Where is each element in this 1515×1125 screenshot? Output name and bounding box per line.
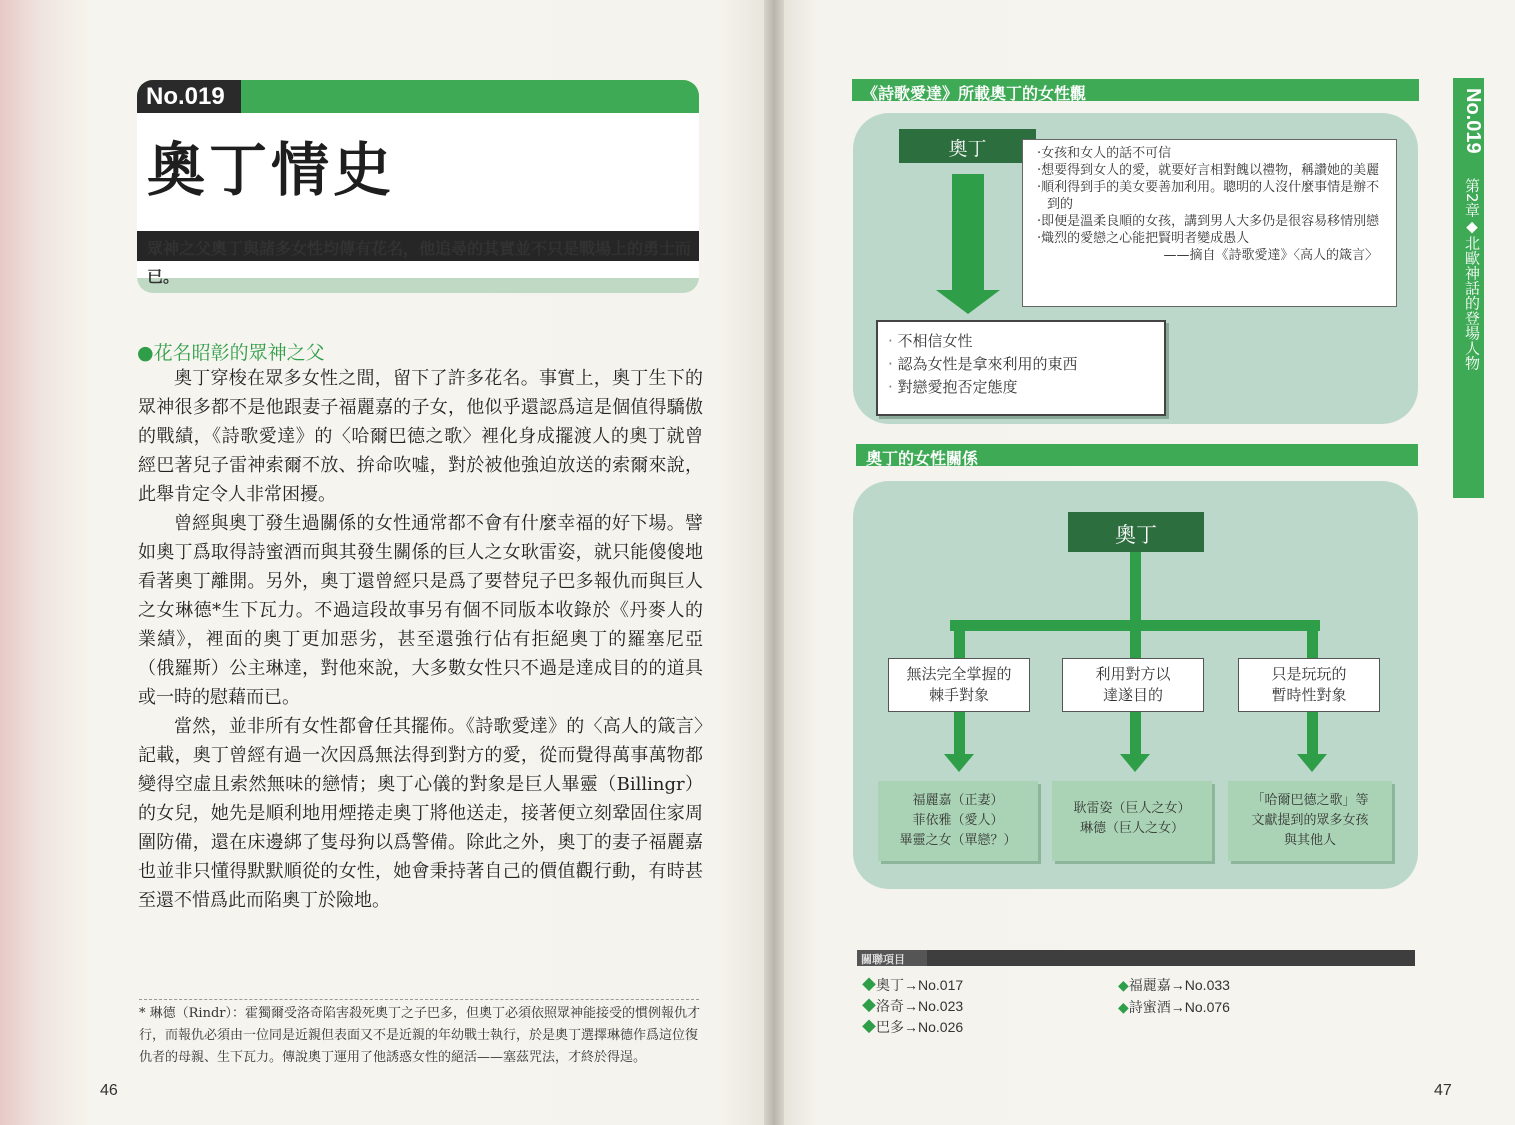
tree-connector xyxy=(1130,628,1141,658)
woman-entry: 文獻提到的眾多女孩 xyxy=(1251,813,1369,828)
body-text xyxy=(138,364,703,915)
related-ref: →No.076 xyxy=(1170,999,1230,1015)
quote-item: ·順利得到手的美女要善加利用。聰明的人沒什麼事情是辦不到的 xyxy=(1037,180,1380,212)
category-line: 達遂目的 xyxy=(1102,686,1163,704)
arrow-head-icon xyxy=(1120,754,1150,772)
quote-item: ·熾烈的愛戀之心能把賢明者變成愚人 xyxy=(1037,231,1250,246)
page-title: 奧丁情史 xyxy=(147,136,396,204)
related-items-bar xyxy=(857,950,1415,966)
woman-entry: 與其他人 xyxy=(1283,833,1336,848)
related-ref: →No.023 xyxy=(904,998,964,1014)
woman-entry: 畢靈之女（單戀？） xyxy=(899,833,1017,848)
side-entry-number: No.019 xyxy=(1462,88,1484,154)
section-title: 《詩歌愛達》所載奧丁的女性觀 xyxy=(862,84,1087,103)
page-number-right: 47 xyxy=(1434,1082,1452,1099)
arrow-down-icon xyxy=(954,712,965,756)
related-item[interactable] xyxy=(1118,975,1230,997)
related-name: 詩蜜酒 xyxy=(1128,1000,1171,1016)
quote-box xyxy=(1022,139,1397,307)
conclusion-item: · 對戀愛抱否定態度 xyxy=(888,376,1154,399)
related-name: 巴多 xyxy=(876,1019,904,1035)
related-item[interactable] xyxy=(862,1017,963,1038)
arrow-down-icon xyxy=(952,174,984,292)
women-group xyxy=(878,781,1038,861)
paragraph: 奧丁穿梭在眾多女性之間，留下了許多花名。事實上，奧丁生下的眾神很多都不是他跟妻子福麗嘉的子女，他似乎還認爲這是個值得驕傲的戰績，《詩歌愛達》的〈哈爾巴德之歌〉裡化身成擺渡人的奧丁就曾經巴著兒子雷神索爾不放、拚命吹噓，對於被他強迫放送的索爾來說，此舉肯定令人非常困擾。 xyxy=(138,368,703,505)
diamond-icon: ◆ xyxy=(862,1019,876,1035)
related-name: 奧丁 xyxy=(876,977,904,993)
related-items-label: 關聯項目 xyxy=(857,950,927,966)
tree-connector xyxy=(1307,628,1318,658)
section-bar-relationships xyxy=(856,444,1418,466)
woman-entry: 琳德（巨人之女） xyxy=(1079,821,1184,836)
category-node xyxy=(1062,658,1204,712)
related-item[interactable] xyxy=(1118,997,1230,1019)
entry-header xyxy=(137,80,699,293)
category-line: 暫時性對象 xyxy=(1271,686,1347,704)
diamond-icon: ◆ xyxy=(862,977,876,993)
women-group xyxy=(1228,781,1392,861)
related-item[interactable] xyxy=(862,996,963,1017)
tree-connector xyxy=(954,628,965,658)
entry-number: No.019 xyxy=(137,80,241,113)
odin-node: 奧丁 xyxy=(899,129,1036,163)
related-list-right xyxy=(1118,975,1230,1019)
side-chapter-label: 第2章◆北歐神話的登場人物 xyxy=(1463,178,1481,371)
related-ref: →No.033 xyxy=(1170,977,1230,993)
woman-entry: 耿雷姿（巨人之女） xyxy=(1073,801,1191,816)
category-line: 只是玩玩的 xyxy=(1271,665,1347,683)
arrow-head-icon xyxy=(944,754,974,772)
tree-root-node: 奧丁 xyxy=(1068,512,1204,552)
category-line: 利用對方以 xyxy=(1095,665,1171,683)
quote-source: ——摘自《詩歌愛達》〈高人的箴言〉 xyxy=(1163,248,1378,263)
woman-entry: 福麗嘉（正妻） xyxy=(912,793,1004,808)
footnote-divider xyxy=(139,999,699,1000)
category-node xyxy=(888,658,1030,712)
category-line: 無法完全掌握的 xyxy=(906,665,1012,683)
conclusion-item: · 認為女性是拿來利用的東西 xyxy=(888,353,1154,376)
arrow-head-icon xyxy=(1297,754,1327,772)
paragraph: 曾經與奧丁發生過關係的女性通常都不會有什麼幸福的好下場。譬如奧丁爲取得詩蜜酒而與其發生關係的巨人之女耿雷姿，就只能傻傻地看著奧丁離開。另外，奧丁還曾經只是爲了要替兒子巴多報仇而與巨人之女琳德*生下瓦力。不過這段故事另有個不同版本收錄於《丹麥人的業績》，裡面的奧丁更加惡劣，甚至還強行佔有拒絕奧丁的羅塞尼亞（俄羅斯）公主琳達，對他來說，大多數女性只不過是達成目的的道具或一時的慰藉而已。 xyxy=(138,513,703,708)
diamond-icon: ◆ xyxy=(1118,999,1129,1015)
arrow-head-icon xyxy=(936,290,1000,314)
arrow-down-icon xyxy=(1130,712,1141,756)
quote-item: ·女孩和女人的話不可信 xyxy=(1037,146,1172,161)
category-line: 棘手對象 xyxy=(928,686,989,704)
book-spine xyxy=(764,0,784,1125)
woman-entry: 菲依雅（愛人） xyxy=(912,813,1004,828)
related-item[interactable] xyxy=(862,975,963,996)
related-name: 洛奇 xyxy=(876,998,904,1014)
section-heading: ●花名昭彰的眾神之父 xyxy=(137,342,325,364)
section-title: 奧丁的女性關係 xyxy=(866,449,979,468)
related-list-left xyxy=(862,975,963,1038)
women-group xyxy=(1052,781,1212,861)
section-bar-view-of-women xyxy=(852,79,1419,101)
diamond-icon: ◆ xyxy=(1118,977,1129,993)
quote-item: ·想要得到女人的愛，就要好言相對餽以禮物，稱讚她的美麗 xyxy=(1037,163,1380,178)
arrow-down-icon xyxy=(1307,712,1318,756)
diamond-icon: ◆ xyxy=(862,998,876,1014)
conclusion-item: · 不相信女性 xyxy=(888,330,1154,353)
quote-item: ·即便是溫柔良順的女孩，講到男人大多仍是很容易移情別戀 xyxy=(1037,214,1380,229)
page-number-left: 46 xyxy=(100,1082,118,1099)
conclusion-box xyxy=(876,320,1166,416)
woman-entry: 「哈爾巴德之歌」等 xyxy=(1251,793,1369,808)
category-node xyxy=(1238,658,1380,712)
footnote: * 琳德（Rindr）：霍獨爾受洛奇陷害殺死奧丁之子巴多，但奧丁必須依照眾神能接受的慣例報仇才行，而報仇必須由一位同是近親但表面又不是近親的年幼戰士執行，於是奧丁選擇琳德作爲這位復仇者的母親、生下瓦力。傳說奧丁運用了他誘惑女性的絕活——塞茲咒法，才終於得逞。 xyxy=(139,1006,700,1065)
summary-text: 眾神之父奧丁與諸多女性均傳有花名，他追尋的其實並不只是戰場上的勇士而已。 xyxy=(147,239,692,286)
tree-connector xyxy=(1130,552,1141,626)
paragraph: 當然，並非所有女性都會任其擺佈。《詩歌愛達》的〈高人的箴言〉記載，奧丁曾經有過一次因爲無法得到對方的愛，從而覺得萬事萬物都變得空虛且索然無味的戀情；奧丁心儀的對象是巨人畢靈（Billingr）的女兒，她先是順利地用煙捲走奧丁將他送走，接著便立刻鞏固住家周圍防備，還在床邊綁了隻母狗以爲警備。除此之外，奧丁的妻子福麗嘉也並非只懂得默默順從的女性，她會秉持著自己的價值觀行動，有時甚至還不惜爲此而陷奧丁於險地。 xyxy=(138,716,703,911)
related-name: 福麗嘉 xyxy=(1128,978,1171,994)
related-ref: →No.017 xyxy=(904,977,964,993)
related-ref: →No.026 xyxy=(904,1019,964,1035)
